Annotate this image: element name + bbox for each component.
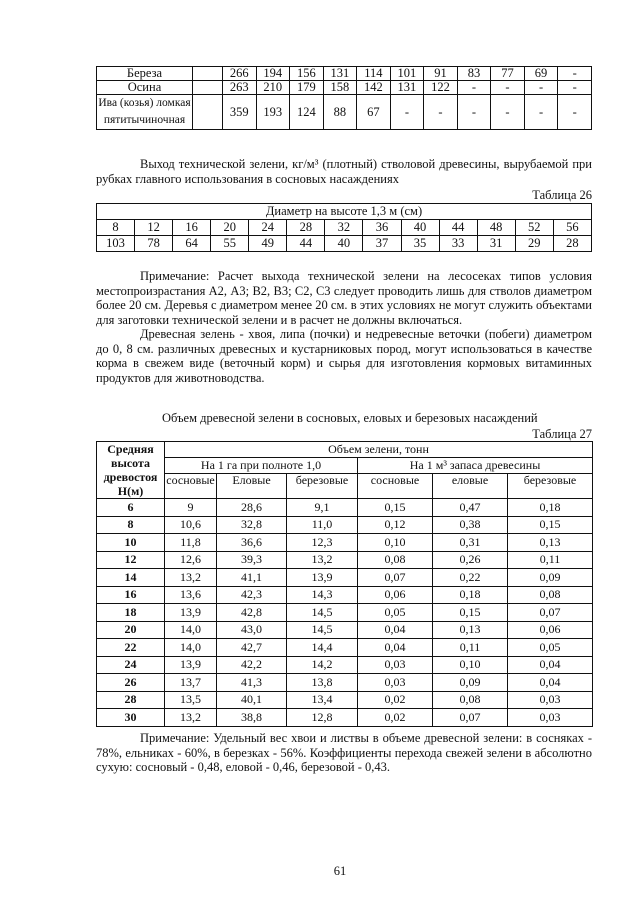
table-row: [97, 67, 592, 81]
height-cell: 18: [97, 604, 165, 622]
value-cell: 0,07: [433, 709, 508, 727]
value-cell: 0,10: [358, 534, 433, 552]
value-cell: 179: [290, 81, 324, 95]
value-cell: 0,04: [508, 656, 593, 674]
value-cell: -: [558, 81, 592, 95]
value-cell: 124: [290, 95, 324, 130]
table-row: [97, 95, 592, 130]
value-cell: 131: [390, 81, 424, 95]
diameter-cell: 52: [515, 220, 553, 236]
yield-cell: 33: [439, 236, 477, 252]
value-cell: 0,15: [508, 516, 593, 534]
value-cell: 10,6: [165, 516, 217, 534]
value-cell: 0,03: [358, 674, 433, 692]
value-cell: 0,03: [508, 691, 593, 709]
diameter-cell: 32: [325, 220, 363, 236]
value-cell: 0,13: [508, 534, 593, 552]
table-row: [97, 551, 593, 569]
yield-cell: 78: [135, 236, 173, 252]
value-cell: 13,9: [165, 656, 217, 674]
yield-cell: 64: [173, 236, 211, 252]
value-cell: 69: [524, 67, 558, 81]
value-cell: 0,04: [358, 639, 433, 657]
value-cell: -: [558, 67, 592, 81]
yield-cell: 49: [249, 236, 287, 252]
table-row: [97, 499, 593, 517]
value-cell: 11,8: [165, 534, 217, 552]
value-cell: 41,1: [217, 569, 287, 587]
value-cell: -: [491, 95, 525, 130]
empty-cell: [193, 81, 223, 95]
diameter-cell: 48: [477, 220, 515, 236]
value-cell: 13,6: [165, 586, 217, 604]
value-cell: 0,05: [358, 604, 433, 622]
value-cell: 0,13: [433, 621, 508, 639]
value-cell: 0,09: [508, 569, 593, 587]
diameter-cell: 20: [211, 220, 249, 236]
value-cell: 42,3: [217, 586, 287, 604]
height-cell: 6: [97, 499, 165, 517]
column-header: березовые: [508, 474, 593, 499]
height-cell: 22: [97, 639, 165, 657]
value-cell: -: [524, 81, 558, 95]
value-cell: 14,0: [165, 639, 217, 657]
value-cell: 14,3: [287, 586, 358, 604]
value-cell: 83: [457, 67, 491, 81]
height-cell: 12: [97, 551, 165, 569]
value-cell: 12,3: [287, 534, 358, 552]
value-cell: 0,15: [433, 604, 508, 622]
value-cell: 194: [256, 67, 290, 81]
yield-cell: 55: [211, 236, 249, 252]
value-cell: -: [491, 81, 525, 95]
value-cell: 9,1: [287, 499, 358, 517]
table-row: [97, 621, 593, 639]
table-row: [97, 674, 593, 692]
table-row: [97, 81, 592, 95]
value-cell: 32,8: [217, 516, 287, 534]
table26-label: Таблица 26: [532, 188, 592, 202]
value-cell: 0,07: [508, 604, 593, 622]
value-cell: 0,08: [358, 551, 433, 569]
height-cell: 16: [97, 586, 165, 604]
value-cell: 42,8: [217, 604, 287, 622]
value-cell: 0,04: [358, 621, 433, 639]
column-header: еловые: [433, 474, 508, 499]
value-cell: 14,5: [287, 604, 358, 622]
height-cell: 26: [97, 674, 165, 692]
value-cell: 9: [165, 499, 217, 517]
note-specific-weight: Примечание: Удельный вес хвои и листвы в объеме древесной зелени: в сосняках - 78%, ельниках - 60%, в березках - 56%. Коэффициенты перехода свежей зелени в абсолютно сухую: сосновый - 0,48, еловой - 0,46, березовой - 0,43.: [96, 731, 592, 774]
value-cell: 0,12: [358, 516, 433, 534]
diameter-row: [97, 220, 592, 236]
yield-row: [97, 236, 592, 252]
height-cell: 10: [97, 534, 165, 552]
value-cell: 0,38: [433, 516, 508, 534]
yield-cell: 31: [477, 236, 515, 252]
value-cell: 0,03: [508, 709, 593, 727]
column-header: сосновые: [358, 474, 433, 499]
diameter-cell: 40: [401, 220, 439, 236]
diameter-cell: 12: [135, 220, 173, 236]
value-cell: 14,4: [287, 639, 358, 657]
per-m3-header: На 1 м³ запаса древесины: [358, 458, 593, 474]
value-cell: 13,2: [287, 551, 358, 569]
diameter-cell: 16: [173, 220, 211, 236]
value-cell: -: [390, 95, 424, 130]
yield-cell: 103: [97, 236, 135, 252]
diameter-cell: 24: [249, 220, 287, 236]
value-cell: 131: [323, 67, 357, 81]
value-cell: -: [457, 95, 491, 130]
value-cell: 193: [256, 95, 290, 130]
value-cell: 122: [424, 81, 458, 95]
value-cell: 210: [256, 81, 290, 95]
value-cell: 142: [357, 81, 391, 95]
table-row: [97, 569, 593, 587]
empty-cell: [193, 67, 223, 81]
value-cell: 0,06: [358, 586, 433, 604]
page-number: 61: [333, 864, 347, 878]
value-cell: 263: [223, 81, 257, 95]
value-cell: 266: [223, 67, 257, 81]
value-cell: 0,09: [433, 674, 508, 692]
value-cell: -: [457, 81, 491, 95]
value-cell: 39,3: [217, 551, 287, 569]
value-cell: 14,0: [165, 621, 217, 639]
value-cell: 14,5: [287, 621, 358, 639]
value-cell: 91: [424, 67, 458, 81]
diameter-cell: 44: [439, 220, 477, 236]
value-cell: 13,2: [165, 569, 217, 587]
value-cell: 13,4: [287, 691, 358, 709]
yield-cell: 40: [325, 236, 363, 252]
table-26: [96, 203, 592, 252]
value-cell: 77: [491, 67, 525, 81]
value-cell: 0,03: [358, 656, 433, 674]
value-cell: 0,10: [433, 656, 508, 674]
value-cell: 156: [290, 67, 324, 81]
value-cell: 36,6: [217, 534, 287, 552]
value-cell: 0,18: [433, 586, 508, 604]
note-wood-greens: Древесная зелень - хвоя, липа (почки) и недревесные веточки (побеги) диаметром до 0, 8 см. различных древесных и кустарниковых пород, могут использоваться в качестве корма в свежем виде (веточный корм) и сырья для изготовления кормовых витаминных продуктов для животноводства.: [96, 327, 592, 385]
note-technical-greens: Примечание: Расчет выхода технической зелени на лесосеках типов условия местопроизрастания А2, А3; В2, В3; С2, С3 следует проводить лишь для стволов диаметром более 20 см. Деревья с диаметром менее 20 см. в этих условиях не могут служить объектами для заготовки технической зелени и в расчет не должны включаться.: [96, 269, 592, 327]
value-cell: 12,8: [287, 709, 358, 727]
height-cell: 8: [97, 516, 165, 534]
table-row: [97, 656, 593, 674]
species-name: Береза: [97, 67, 193, 81]
height-col-header: Средняя высота древостоя Н(м): [97, 442, 165, 499]
empty-cell: [193, 95, 223, 130]
height-cell: 20: [97, 621, 165, 639]
column-header: Еловые: [217, 474, 287, 499]
yield-cell: 29: [515, 236, 553, 252]
column-header: березовые: [287, 474, 358, 499]
group-header: Объем зелени, тонн: [165, 442, 593, 458]
per-ha-header: На 1 га при полноте 1,0: [165, 458, 358, 474]
value-cell: 13,7: [165, 674, 217, 692]
table26-caption: Выход технической зелени, кг/м³ (плотный) стволовой древесины, вырубаемой при рубках главного использования в сосновых насаждениях: [96, 157, 592, 186]
table27-caption: Объем древесной зелени в сосновых, еловых и березовых насаждений: [162, 411, 538, 425]
value-cell: 114: [357, 67, 391, 81]
value-cell: 13,5: [165, 691, 217, 709]
value-cell: 42,7: [217, 639, 287, 657]
height-cell: 24: [97, 656, 165, 674]
value-cell: 12,6: [165, 551, 217, 569]
value-cell: 40,1: [217, 691, 287, 709]
value-cell: 0,08: [508, 586, 593, 604]
value-cell: 0,15: [358, 499, 433, 517]
value-cell: 0,02: [358, 709, 433, 727]
value-cell: 28,6: [217, 499, 287, 517]
value-cell: 0,26: [433, 551, 508, 569]
value-cell: 0,22: [433, 569, 508, 587]
value-cell: -: [524, 95, 558, 130]
value-cell: 88: [323, 95, 357, 130]
yield-cell: 37: [363, 236, 401, 252]
value-cell: 43,0: [217, 621, 287, 639]
value-cell: 0,18: [508, 499, 593, 517]
value-cell: 0,05: [508, 639, 593, 657]
value-cell: 41,3: [217, 674, 287, 692]
column-header: сосновые: [165, 474, 217, 499]
table-row: [97, 516, 593, 534]
value-cell: 0,04: [508, 674, 593, 692]
value-cell: 0,07: [358, 569, 433, 587]
value-cell: 13,9: [165, 604, 217, 622]
value-cell: 0,31: [433, 534, 508, 552]
value-cell: 0,47: [433, 499, 508, 517]
diameter-cell: 56: [553, 220, 591, 236]
value-cell: -: [424, 95, 458, 130]
diameter-cell: 36: [363, 220, 401, 236]
yield-cell: 44: [287, 236, 325, 252]
value-cell: 13,2: [165, 709, 217, 727]
yield-cell: 28: [553, 236, 591, 252]
table-row: [97, 604, 593, 622]
height-cell: 14: [97, 569, 165, 587]
value-cell: 38,8: [217, 709, 287, 727]
species-name: Осина: [97, 81, 193, 95]
value-cell: 0,11: [433, 639, 508, 657]
diameter-cell: 28: [287, 220, 325, 236]
value-cell: 0,02: [358, 691, 433, 709]
species-name: Ива (козья) ломкая пятитычиночная: [97, 95, 193, 130]
yield-cell: 35: [401, 236, 439, 252]
value-cell: 359: [223, 95, 257, 130]
value-cell: 158: [323, 81, 357, 95]
value-cell: 13,9: [287, 569, 358, 587]
value-cell: 42,2: [217, 656, 287, 674]
table27-label: Таблица 27: [532, 427, 592, 441]
value-cell: 101: [390, 67, 424, 81]
value-cell: 13,8: [287, 674, 358, 692]
value-cell: 14,2: [287, 656, 358, 674]
height-cell: 30: [97, 709, 165, 727]
height-cell: 28: [97, 691, 165, 709]
value-cell: 67: [357, 95, 391, 130]
table-row: [97, 586, 593, 604]
value-cell: 0,11: [508, 551, 593, 569]
table26-header: Диаметр на высоте 1,3 м (см): [97, 204, 592, 220]
value-cell: 0,06: [508, 621, 593, 639]
table-row: [97, 639, 593, 657]
table-row: [97, 709, 593, 727]
table-27: [96, 441, 593, 727]
value-cell: -: [558, 95, 592, 130]
species-yield-table: [96, 66, 592, 130]
value-cell: 11,0: [287, 516, 358, 534]
table-row: [97, 691, 593, 709]
diameter-cell: 8: [97, 220, 135, 236]
table-row: [97, 534, 593, 552]
value-cell: 0,08: [433, 691, 508, 709]
